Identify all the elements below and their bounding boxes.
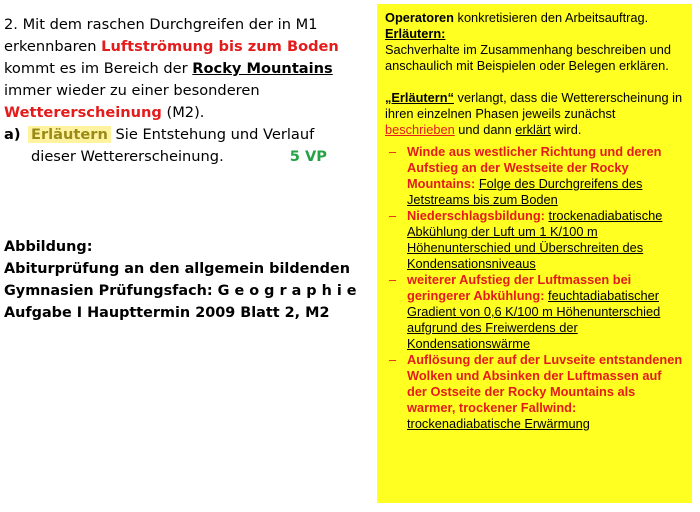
operator-erlaeutern: Erläutern (28, 126, 111, 143)
operator-note-box (377, 4, 692, 503)
phase-list (385, 144, 684, 432)
explanation-text: und dann (454, 122, 516, 137)
task-text: kommt es im Bereich der (4, 60, 193, 77)
erlaeutern-definition: Sachverhalte im Zusammenhang beschreiben und anschaulich mit Beispielen oder Belegen erklären. (385, 42, 671, 73)
points-badge: 5 VP (289, 148, 327, 165)
task-line-3 (4, 58, 366, 80)
erlaeutern-heading: Erläutern: (385, 26, 446, 41)
phase-explanation: feuchtadiabatischer Gradient von 0,6 K/100 m Höhenunterschied aufgrund des Freiwerdens der Kondensationswärme (407, 288, 661, 351)
task-text: erkennbaren (4, 38, 102, 55)
beschrieben-word: beschrieben (385, 122, 455, 137)
subtask-a (4, 124, 366, 146)
task-line-1: 2. Mit dem raschen Durchgreifen der in M1 (4, 16, 318, 33)
operator-title: Operatoren (385, 10, 454, 25)
phase-title: Niederschlagsbildung: (407, 208, 545, 223)
operator-text: konkretisieren den Arbeitsauftrag. (453, 10, 649, 25)
phase-title: Winde aus westlicher Richtung und deren Aufstieg an der Westseite der Rocky Mountains: (407, 144, 662, 191)
figure-line-2: Gymnasien Prüfungsfach: G e o g r a p h i e (4, 283, 357, 299)
task-text: (M2). (161, 104, 205, 121)
phase-title: weiterer Aufstieg der Luftmassen bei geringerer Abkühlung: (407, 272, 632, 303)
dash-bullet: – (389, 272, 397, 287)
explanation-text: verlangt, dass die Wettererscheinung in ihren einzelnen Phasen jeweils zunächst (385, 90, 683, 121)
dash-bullet: – (389, 208, 397, 223)
figure-line-3: Aufgabe I Haupttermin 2009 Blatt 2, M2 (4, 305, 330, 321)
dash-bullet: – (389, 144, 397, 159)
phase-explanation: Folge des Durchgreifens des Jetstreams bis zum Boden (407, 176, 643, 207)
phase-explanation: trockenadiabatische Erwärmung (407, 416, 590, 431)
phase-item (385, 144, 684, 208)
task-line-4: immer wieder zu einer besonderen (4, 82, 260, 99)
task-line-5 (4, 102, 366, 124)
task-block (4, 14, 366, 168)
figure-label: Abbildung: (4, 239, 93, 255)
highlight-rocky-mountains: Rocky Mountains (192, 60, 333, 77)
phase-item (385, 208, 684, 272)
explanation-text: wird. (550, 122, 582, 137)
subtask-text: dieser Wettererscheinung. (31, 148, 224, 165)
subtask-label: a) (4, 126, 21, 143)
task-line-2 (4, 36, 366, 58)
highlight-luftstroemung: Luftströmung bis zum Boden (101, 38, 339, 55)
phase-explanation: trockenadiabatische Abkühlung der Luft um 1 K/100 m Höhenunterschied und Überschreiten des Kondensationsniveaus (407, 208, 663, 271)
erlaeutern-explanation (385, 90, 684, 138)
erklaert-word: erklärt (515, 122, 551, 137)
figure-line-1: Abiturprüfung an den allgemein bildenden (4, 261, 350, 277)
phase-title: Auflösung der auf der Luvseite entstandenen Wolken und Absinken der Luftmassen auf der Ostseite der Rocky Mountains als warmer, trockener Fallwind: (407, 352, 683, 415)
highlight-wettererscheinung: Wettererscheinung (4, 104, 162, 121)
phase-item (385, 272, 684, 352)
phase-item (385, 352, 684, 432)
operator-intro (385, 10, 684, 26)
erlaeutern-quote: „Erläutern“ (385, 90, 454, 105)
dash-bullet: – (389, 352, 397, 367)
figure-caption (4, 236, 366, 324)
subtask-text: Sie Entstehung und Verlauf (110, 126, 315, 143)
subtask-a-line-2 (4, 146, 366, 168)
